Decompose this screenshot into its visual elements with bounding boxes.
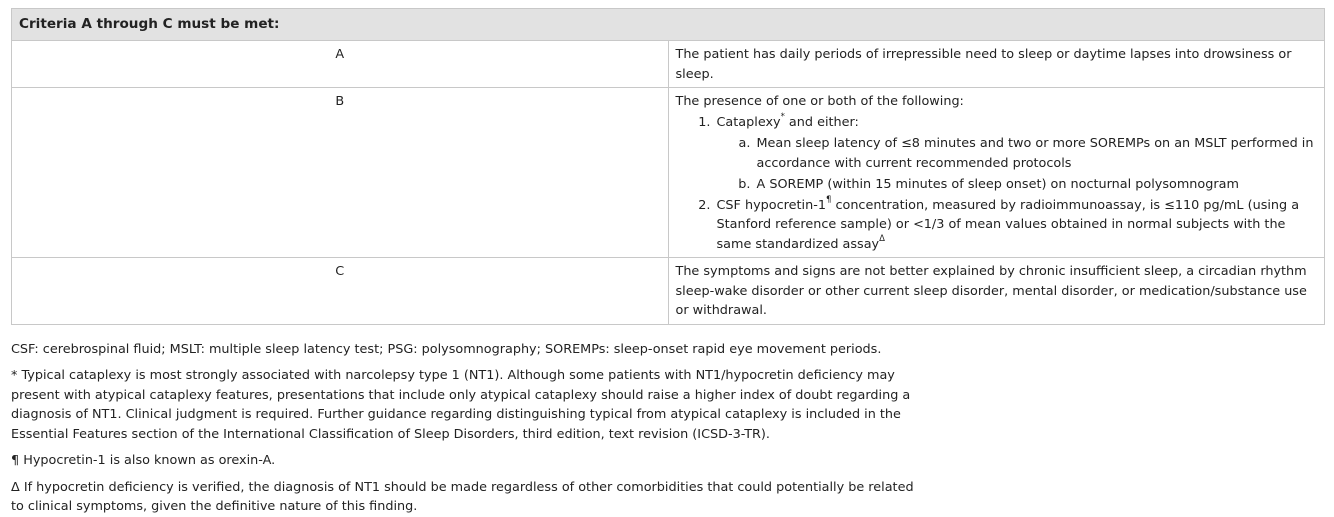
abbreviations-note: CSF: cerebrospinal fluid; MSLT: multiple sleep latency test; PSG: polysomnography; SOREMPs: sleep-onset rapid eye movement periods. xyxy=(11,341,882,357)
table-row xyxy=(12,41,1325,88)
criteria-table xyxy=(11,8,1325,325)
criterion-text: The symptoms and signs are not better explained by chronic insufficient sleep, a circadian rhythm sleep-wake disorder or other current sleep disorder, mental disorder, or medication/substance use or withdrawal. xyxy=(668,258,1325,325)
item-text: and either: xyxy=(784,114,859,130)
item-text: Cataplexy xyxy=(716,114,781,130)
list-item xyxy=(715,196,1318,255)
footnote-marker[interactable]: Δ xyxy=(879,234,885,245)
sub-list-item: b. A SOREMP (within 15 minutes of sleep onset) on nocturnal polysomnogram xyxy=(755,175,1318,195)
footnotes xyxy=(11,340,916,517)
criteria-list xyxy=(676,113,1318,255)
sub-list-item: a. Mean sleep latency of ≤8 minutes and two or more SOREMPs on an MSLT performed in accordance with current recommended protocols xyxy=(755,134,1318,173)
list-item xyxy=(715,113,1318,195)
criterion-intro: The presence of one or both of the following: xyxy=(675,94,964,109)
cataplexy-footnote: * Typical cataplexy is most strongly associated with narcolepsy type 1 (NT1). Although some patients with NT1/hypocretin deficiency may present with atypical cataplexy features, presentations that include only atypical cataplexy should raise a higher index of doubt regarding a diagnosis of NT1. Clinical judgment is required. Further guidance regarding distinguishing typical from atypical cataplexy is included in the Essential Features section of the International Classification of Sleep Disorders, third edition, text revision (ICSD-3-TR). xyxy=(11,368,911,442)
criterion-content xyxy=(668,88,1325,258)
item-text: CSF hypocretin-1 xyxy=(716,197,826,213)
table-row xyxy=(12,258,1325,325)
table-row xyxy=(12,88,1325,258)
deficiency-footnote: Δ If hypocretin deficiency is verified, the diagnosis of NT1 should be made regardless of other comorbidities that could potentially be related to clinical symptoms, given the definitive nature of this finding. xyxy=(11,479,914,514)
criterion-letter: C xyxy=(12,258,669,325)
footnote-marker[interactable]: * xyxy=(780,112,785,123)
table-header-row xyxy=(12,9,1325,41)
criterion-letter: B xyxy=(12,88,669,258)
criterion-text: The patient has daily periods of irrepressible need to sleep or daytime lapses into drowsiness or sleep. xyxy=(668,41,1325,88)
footnote-marker[interactable]: ¶ xyxy=(825,195,832,206)
table-header: Criteria A through C must be met: xyxy=(12,9,1325,41)
criterion-letter: A xyxy=(12,41,669,88)
sub-list xyxy=(717,134,1318,195)
item-text: concentration, measured by radioimmunoassay, is ≤110 pg/mL (using a Stanford reference sample) or <1/3 of mean values obtained in normal subjects with the same standardized assay xyxy=(716,197,1300,252)
hypocretin-footnote: ¶ Hypocretin-1 is also known as orexin-A. xyxy=(11,453,276,468)
